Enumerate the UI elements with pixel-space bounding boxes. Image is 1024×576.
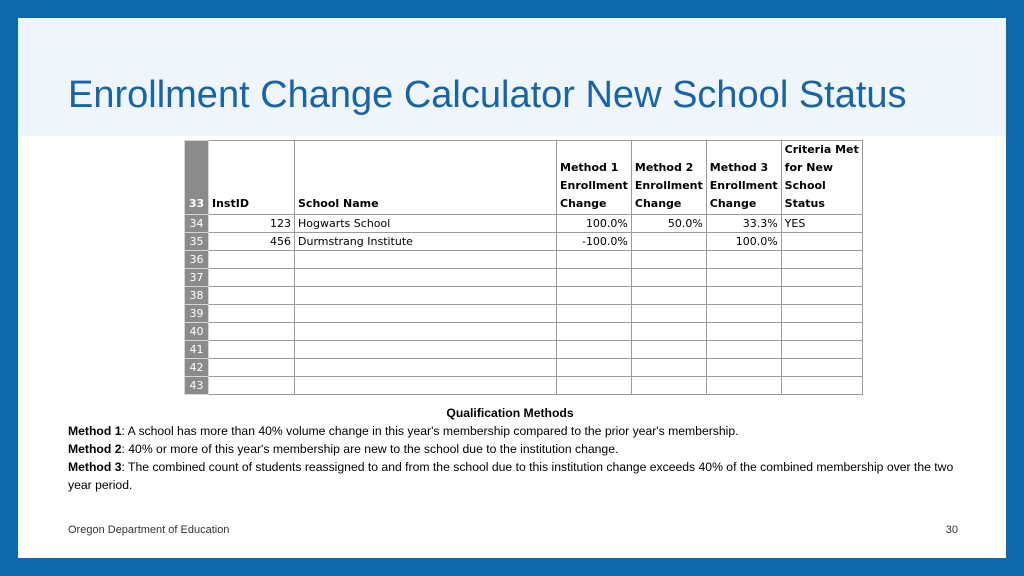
- cell-method1[interactable]: [557, 359, 632, 377]
- cell-method3[interactable]: [706, 251, 781, 269]
- cell-school-name[interactable]: [295, 251, 557, 269]
- method1-label: Method 1: [68, 424, 122, 438]
- method2-text: : 40% or more of this year's membership are new to the school due to the institution change.: [121, 442, 619, 456]
- cell-method2[interactable]: [631, 233, 706, 251]
- cell-school-name[interactable]: [295, 323, 557, 341]
- cell-school-name[interactable]: [295, 305, 557, 323]
- cell-school-name[interactable]: Durmstrang Institute: [295, 233, 557, 251]
- cell-method2[interactable]: [631, 323, 706, 341]
- cell-criteria[interactable]: [781, 305, 862, 323]
- row-number[interactable]: 36: [185, 251, 209, 269]
- cell-instid[interactable]: 456: [209, 233, 295, 251]
- header-line: for New: [784, 161, 834, 174]
- cell-method1[interactable]: [557, 323, 632, 341]
- cell-instid[interactable]: [209, 323, 295, 341]
- row-number[interactable]: 41: [185, 341, 209, 359]
- cell-criteria[interactable]: [781, 341, 862, 359]
- cell-criteria[interactable]: [781, 251, 862, 269]
- table-row: [185, 251, 863, 269]
- header-method1[interactable]: [557, 141, 632, 215]
- header-line: Method 1: [560, 161, 619, 174]
- cell-instid[interactable]: [209, 377, 295, 395]
- row-number[interactable]: 37: [185, 269, 209, 287]
- cell-method2[interactable]: [631, 269, 706, 287]
- table-row: [185, 305, 863, 323]
- cell-method3[interactable]: [706, 341, 781, 359]
- header-criteria[interactable]: [781, 141, 862, 215]
- method3-description: [68, 458, 968, 494]
- method1-description: [68, 422, 968, 440]
- header-line: School: [784, 179, 826, 192]
- table-row: [185, 341, 863, 359]
- cell-instid[interactable]: [209, 341, 295, 359]
- table-row: [185, 377, 863, 395]
- row-number[interactable]: 38: [185, 287, 209, 305]
- table-header-row: [185, 141, 863, 215]
- method3-label: Method 3: [68, 460, 122, 474]
- cell-method3[interactable]: [706, 287, 781, 305]
- header-line: Status: [784, 197, 825, 210]
- cell-method2[interactable]: [631, 287, 706, 305]
- header-line: Enrollment: [634, 179, 703, 192]
- header-school-name[interactable]: School Name: [295, 141, 557, 215]
- cell-method1[interactable]: [557, 251, 632, 269]
- method2-description: [68, 440, 968, 458]
- cell-method1[interactable]: [557, 287, 632, 305]
- cell-method1[interactable]: [557, 269, 632, 287]
- cell-method3[interactable]: [706, 305, 781, 323]
- header-line: Method 2: [634, 161, 694, 174]
- cell-school-name[interactable]: [295, 359, 557, 377]
- row-number[interactable]: 43: [185, 377, 209, 395]
- cell-instid[interactable]: 123: [209, 215, 295, 233]
- method2-label: Method 2: [68, 442, 122, 456]
- cell-method2[interactable]: [631, 377, 706, 395]
- cell-criteria[interactable]: [781, 287, 862, 305]
- header-method3[interactable]: [706, 141, 781, 215]
- method1-text: : A school has more than 40% volume change in this year's membership compared to the prior year's membership.: [121, 424, 739, 438]
- header-line: Change: [634, 197, 682, 210]
- cell-school-name[interactable]: [295, 341, 557, 359]
- slide-title: Enrollment Change Calculator New School Status: [68, 74, 907, 116]
- row-number[interactable]: 35: [185, 233, 209, 251]
- cell-method2[interactable]: 50.0%: [631, 215, 706, 233]
- header-method2[interactable]: [631, 141, 706, 215]
- cell-method2[interactable]: [631, 359, 706, 377]
- header-line: Enrollment: [709, 179, 778, 192]
- cell-school-name[interactable]: Hogwarts School: [295, 215, 557, 233]
- header-line: Change: [560, 197, 607, 210]
- header-instid[interactable]: InstID: [209, 141, 295, 215]
- cell-criteria[interactable]: [781, 359, 862, 377]
- cell-method1[interactable]: 100.0%: [557, 215, 632, 233]
- row-number[interactable]: 42: [185, 359, 209, 377]
- cell-method3[interactable]: [706, 269, 781, 287]
- cell-method2[interactable]: [631, 251, 706, 269]
- header-line: Method 3: [709, 161, 769, 174]
- qualification-heading: Qualification Methods: [446, 406, 574, 420]
- cell-method1[interactable]: [557, 341, 632, 359]
- row-number[interactable]: 33: [185, 141, 209, 215]
- cell-school-name[interactable]: [295, 269, 557, 287]
- header-line: Enrollment: [560, 179, 628, 192]
- spreadsheet-table: [184, 140, 863, 395]
- table-row: [185, 359, 863, 377]
- cell-school-name[interactable]: [295, 377, 557, 395]
- cell-criteria[interactable]: [781, 377, 862, 395]
- cell-method3[interactable]: [706, 359, 781, 377]
- cell-method2[interactable]: [631, 305, 706, 323]
- cell-criteria[interactable]: YES: [781, 215, 862, 233]
- row-number[interactable]: 34: [185, 215, 209, 233]
- header-line: Criteria Met: [784, 143, 859, 156]
- table-row: [185, 233, 863, 251]
- cell-method1[interactable]: [557, 305, 632, 323]
- cell-method3[interactable]: 100.0%: [706, 233, 781, 251]
- cell-method3[interactable]: 33.3%: [706, 215, 781, 233]
- slide: [18, 18, 1006, 558]
- cell-method3[interactable]: [706, 377, 781, 395]
- cell-criteria[interactable]: [781, 269, 862, 287]
- table-row: [185, 269, 863, 287]
- cell-instid[interactable]: [209, 251, 295, 269]
- row-number[interactable]: 39: [185, 305, 209, 323]
- cell-instid[interactable]: [209, 359, 295, 377]
- table-row: [185, 215, 863, 233]
- cell-criteria[interactable]: [781, 323, 862, 341]
- cell-instid[interactable]: [209, 287, 295, 305]
- cell-method3[interactable]: [706, 323, 781, 341]
- cell-school-name[interactable]: [295, 287, 557, 305]
- footer-organization: Oregon Department of Education: [68, 524, 230, 536]
- method3-text: : The combined count of students reassigned to and from the school due to this institution change exceeds 40% of the combined membership over the two year period.: [68, 460, 954, 492]
- cell-method1[interactable]: [557, 377, 632, 395]
- cell-method2[interactable]: [631, 341, 706, 359]
- header-line: Change: [709, 197, 757, 210]
- table-row: [185, 287, 863, 305]
- row-number[interactable]: 40: [185, 323, 209, 341]
- table-row: [185, 323, 863, 341]
- page-number: 30: [945, 524, 958, 536]
- cell-criteria[interactable]: [781, 233, 862, 251]
- qualification-methods: [68, 404, 968, 494]
- cell-method1[interactable]: -100.0%: [557, 233, 632, 251]
- cell-instid[interactable]: [209, 305, 295, 323]
- cell-instid[interactable]: [209, 269, 295, 287]
